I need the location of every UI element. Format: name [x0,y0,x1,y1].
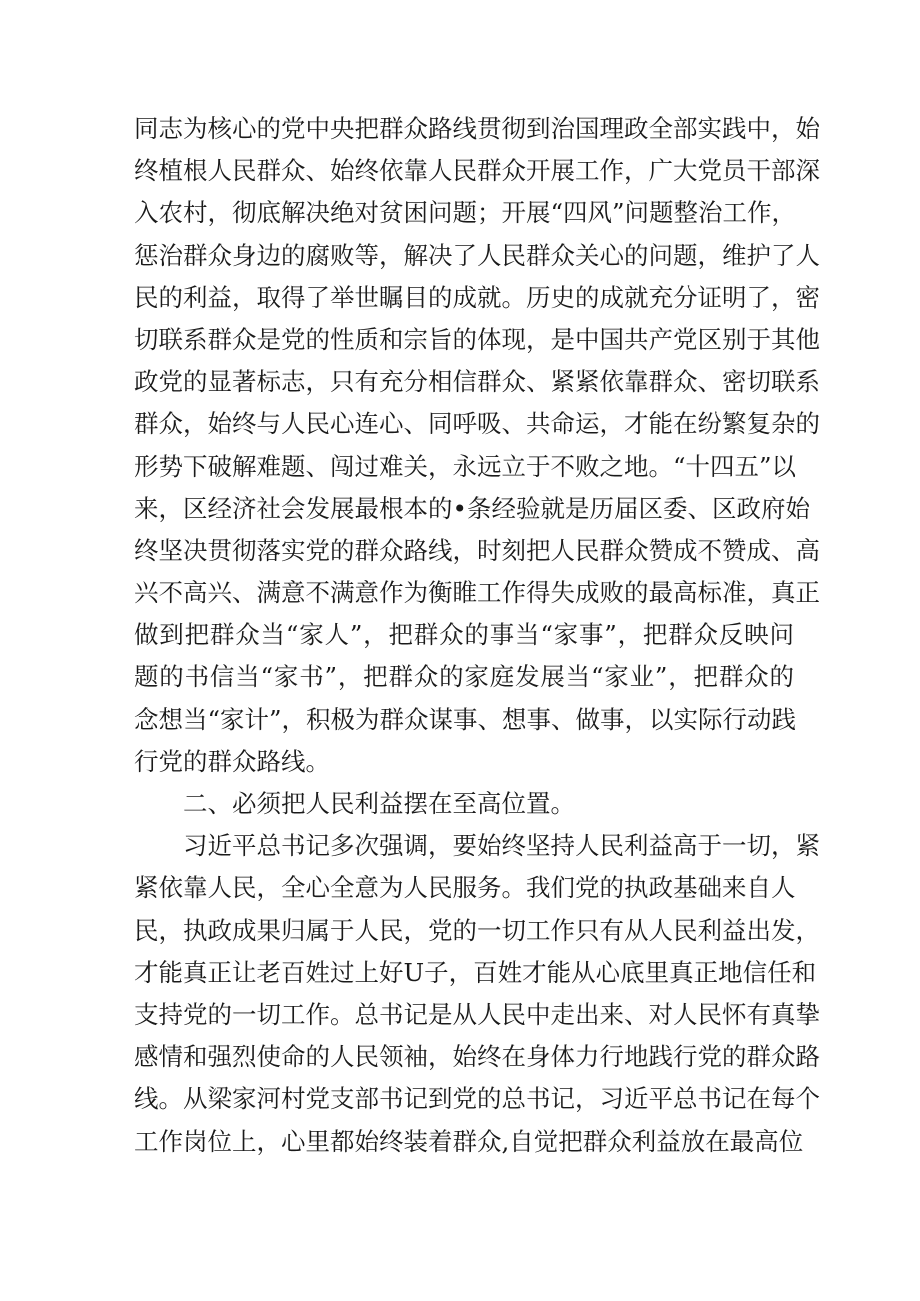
section-heading: 二、必须把人民利益摆在至高位置。 [183,789,575,818]
text-line: 感情和强烈使命的人民领袖，始终在身体力行地践行党的群众路 [134,1042,820,1072]
body-text [134,108,820,1163]
text-line: 行党的群众路线。 [134,746,330,776]
text-line: 切联系群众是党的性质和宗旨的体现，是中国共产党区别于其他 [134,324,820,354]
text-line: 工作岗位上，心里都始终装着群众,自觉把群众利益放在最高位 [134,1126,804,1156]
text-line: 念想当“家计”，积极为群众谋事、想事、做事，以实际行动践 [134,704,797,734]
text-line: 来，区经济社会发展最根本的•条经验就是历届区委、区政府始 [134,493,810,523]
text-line: 才能真正让老百姓过上好U子，百姓才能从心底里真正地信任和 [134,957,817,987]
text-line: 入农村，彻底解决绝对贫困问题；开展“四风”问题整治工作， [134,198,797,228]
text-line: 紧依靠人民，全心全意为人民服务。我们党的执政基础来自人 [134,873,796,903]
text-line: 政党的显著标志，只有充分相信群众、紧紧依靠群众、密切联系 [134,367,820,397]
text-line: 群众，始终与人民心连心、同呼吸、共命运，才能在纷繁复杂的 [134,409,820,439]
text-line: 支持党的一切工作。总书记是从人民中走出来、对人民怀有真挚 [134,999,820,1029]
text-line: 民的利益，取得了举世瞩目的成就。历史的成就充分证明了，密 [134,282,820,312]
text-line: 同志为核心的党中央把群众路线贯彻到治国理政全部实践中，始 [134,114,820,143]
text-line: 习近平总书记多次强调，要始终坚持人民利益高于一切，紧 [183,831,820,861]
text-line: 题的书信当“家书”，把群众的家庭发展当“家业”，把群众的 [134,662,794,692]
text-line: 兴不高兴、满意不满意作为衡睢工作得失成败的最高标准，真正 [134,578,820,608]
text-line: 终植根人民群众、始终依靠人民群众开展工作，广大党员干部深 [134,156,820,186]
text-line: 民，执政成果归属于人民，党的一切工作只有从人民利益出发， [134,915,820,945]
text-line: 线。从梁家河村党支部书记到党的总书记，习近平总书记在每个 [134,1084,820,1114]
text-line: 形势下破解难题、闯过难关，永远立于不败之地。“十四五”以 [134,451,797,481]
text-line: 终坚决贯彻落实党的群众路线，时刻把人民群众赞成不赞成、高 [134,535,820,565]
text-line: 做到把群众当“家人”，把群众的事当“家事”，把群众反映问 [134,620,794,650]
text-line: 惩治群众身边的腐败等，解决了人民群众关心的问题，维护了人 [134,240,820,270]
